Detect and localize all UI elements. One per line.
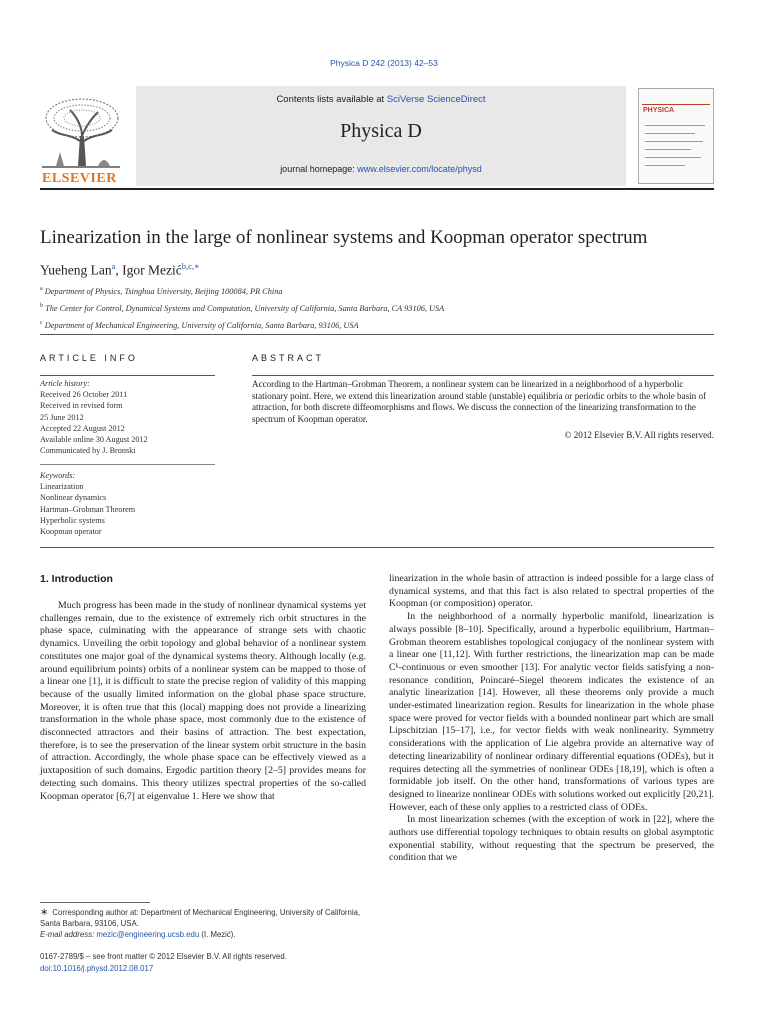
paragraph: In most linearization schemes (with the exception of work in [22], where the authors use differential topology techniques to obtain results on global asymptotic exponential stability, without requesting that the spectrum be preserved, the condition that we — [389, 814, 714, 864]
affiliation-text: The Center for Control, Dynamical Systems and Computation, University of California, Santa Barbara, CA 93106, USA — [45, 303, 445, 313]
author-affiliation-link[interactable]: a — [111, 261, 116, 271]
journal-name: Physica D — [340, 120, 422, 142]
affiliation — [40, 282, 720, 299]
article-history — [40, 378, 215, 456]
keywords-label: Keywords: — [40, 471, 76, 480]
author-affiliation-link[interactable]: b,c,∗ — [181, 261, 200, 271]
keywords — [40, 470, 215, 537]
email-suffix: (I. Mezić). — [199, 930, 236, 940]
divider — [40, 464, 215, 465]
affiliation — [40, 316, 720, 333]
journal-citation[interactable]: Physica D 242 (2013) 42–53 — [330, 58, 438, 68]
contents-line — [136, 94, 626, 105]
elsevier-wordmark: ELSEVIER — [42, 171, 117, 186]
corresponding-author-footnote — [40, 907, 366, 941]
abstract-text: According to the Hartman–Grobman Theorem, a nonlinear system can be linearized in a neighborhood of a hyperbolic stationary point. Here, we extend this linearization around stable (unstable) equilibria or periodic orbits to the whole basin of attraction, for both discrete diffeomorphisms and flows. We discuss the connection of the linearizing transformation to the spectrum of Koopman operator. — [252, 379, 707, 424]
cover-title: PHYSICA — [643, 107, 675, 114]
cover-band — [642, 104, 710, 105]
paragraph: Much progress has been made in the study of nonlinear dynamical systems yet challenges remain, due to the existence of extremely rich orbit structures in the phase space, culminating with the appearance of strange sets with chaotic dynamics. Unveiling the orbit topology and global behavior of a nonlinear system constitutes one major goal of the dynamical systems theory. Although locally (e.g. around equilibrium points) orbits of a nonlinear system can be mapped to those of a linear one [1], it is difficult to state the precise region of validity of this mapping because of the usually limited information on the global phase space structure. Moreover, it is often true that this (local) mapping does not provide a linearizing transformation in the whole phase space, most commonly due to the existence of disconnected attractors and their basins of attraction. The best expectation, therefore, is to see the preservation of the linear system orbit structure in the basin of attraction. Accordingly, the whole phase space can be effectively viewed as a juxtaposition of such domains. Ergodic partition theory [2–5] provides means for detecting such domains. This theory utilizes spectral properties of the so-called Koopman operator [6,7] at eigenvalue 1. Here we show that — [40, 600, 366, 802]
cover-line — [645, 157, 701, 158]
journal-homepage-link[interactable]: www.elsevier.com/locate/physd — [357, 164, 482, 174]
issn-block — [40, 951, 366, 974]
divider — [40, 334, 714, 335]
author-name: Igor Mezić — [122, 262, 182, 278]
affiliation — [40, 299, 720, 316]
body-column-right — [389, 573, 714, 865]
history-item: Received in revised form — [40, 401, 123, 411]
doi-link[interactable]: doi:10.1016/j.physd.2012.08.017 — [40, 963, 154, 973]
footnote-divider — [40, 902, 150, 903]
body-column-left — [40, 600, 366, 803]
homepage-prefix: journal homepage: — [280, 164, 358, 174]
section-heading-introduction: 1. Introduction — [40, 573, 113, 585]
affiliations — [40, 282, 720, 332]
copyright-notice: © 2012 Elsevier B.V. All rights reserved. — [564, 430, 714, 440]
history-item: 25 June 2012 — [40, 412, 84, 422]
history-item: Available online 30 August 2012 — [40, 435, 148, 445]
history-item: Communicated by J. Bronski — [40, 446, 136, 456]
keyword: Hartman–Grobman Theorem — [40, 504, 136, 514]
journal-header — [40, 86, 714, 190]
keyword: Koopman operator — [40, 527, 102, 537]
cover-line — [645, 149, 691, 150]
keyword: Linearization — [40, 482, 84, 492]
email-link[interactable]: mezic@engineering.ucsb.edu — [96, 930, 200, 940]
divider — [252, 375, 714, 376]
history-label: Article history: — [40, 379, 90, 388]
article-info-heading: ARTICLE INFO — [40, 353, 138, 363]
article-title: Linearization in the large of nonlinear systems and Koopman operator spectrum — [40, 227, 648, 248]
affiliation-marker: c — [40, 319, 43, 326]
paragraph: linearization in the whole basin of attraction is indeed possible for a large class of dynamical systems, and that this fact is also related to spectral properties of the Koopman (or composition) operator. — [389, 573, 714, 610]
cover-line — [645, 141, 703, 142]
cover-line — [645, 125, 705, 126]
elsevier-logo — [40, 96, 122, 186]
journal-cover-thumbnail[interactable] — [638, 88, 714, 184]
contents-prefix: Contents lists available at — [276, 94, 387, 105]
author-list: Yueheng Lan$^a$, Igor Mezić$^{b,c,∗}$ — [40, 261, 200, 278]
keyword: Hyperbolic systems — [40, 515, 105, 525]
keyword: Nonlinear dynamics — [40, 493, 107, 503]
elsevier-tree-icon — [40, 96, 122, 170]
cover-line — [645, 165, 685, 166]
affiliation-marker: b — [40, 302, 43, 309]
affiliation-marker: a — [40, 286, 43, 292]
affiliation-text: Department of Mechanical Engineering, University of California, Santa Barbara, 93106, USA — [44, 320, 359, 330]
issn-line: 0167-2789/$ – see front matter © 2012 Elsevier B.V. All rights reserved. — [40, 952, 287, 961]
divider — [40, 375, 215, 376]
journal-info-box — [136, 86, 626, 186]
email-label: E-mail address: — [40, 930, 97, 940]
divider — [40, 547, 714, 548]
affiliation-text: Department of Physics, Tsinghua University, Beijing 100084, PR China — [44, 286, 283, 296]
cover-line — [645, 133, 695, 134]
history-item: Received 26 October 2011 — [40, 390, 128, 400]
author-name: Yueheng Lan — [40, 262, 112, 278]
homepage-line — [136, 164, 626, 174]
sciencedirect-link[interactable]: SciVerse ScienceDirect — [386, 94, 486, 105]
history-item: Accepted 22 August 2012 — [40, 423, 125, 433]
paragraph: In the neighborhood of a normally hyperbolic manifold, linearization is always possible [8–10]. Specifically, around a hyperbolic equilibrium, Hartman–Grobman theorem establishes topological conjugacy of the nonlinear system with a linear one [11,12]. With further restrictions, the linearization map can be made Cᵏ-continuous or even smoother [13]. For analytic vector fields satisfying a non-resonance condition, Poincaré–Siegel theorem indicates the existence of an analytic linearization [14]. However, all these theorems only provide a much under-estimated linearization region. Results for linearization in the whole phase space were proved for vector fields with a bounded nonlinear part which are small Lipschitzian [15–17], i.e., for vector fields with weak nonlinearity. Symmetry considerations with the application of Lie algebra provide an alternative way of detecting linearizability of nonlinear ordinary differential equations (ODEs), but it requires detecting all the symmetries of nonlinear ODEs [18,19], which is often a formidable job itself. On the other hand, transformations of various types are designed to linearize nonlinear ODEs with solutions worked out explicitly [20,21]. However, each of these only applies to a restricted class of ODEs. — [389, 611, 714, 813]
footnote-text: Corresponding author at: Department of Mechanical Engineering, University of California, Santa Barbara, 93106, USA. — [40, 908, 361, 929]
abstract-heading: ABSTRACT — [252, 353, 325, 363]
footnote-marker: ∗ — [40, 907, 49, 918]
